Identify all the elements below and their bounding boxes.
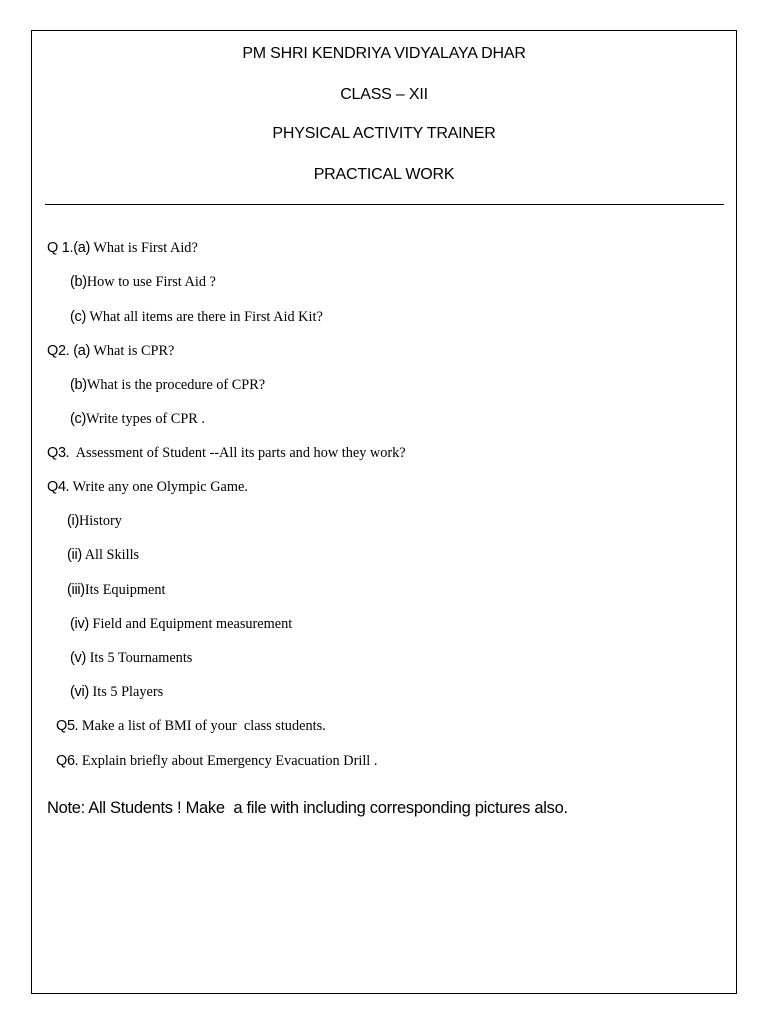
- school-name: PM SHRI KENDRIYA VIDYALAYA DHAR: [242, 45, 526, 62]
- question-text: How to use First Aid ?: [86, 274, 216, 290]
- question-item: [70, 649, 192, 667]
- question-text: What all items are there in First Aid Kit?: [86, 309, 323, 325]
- question-text: What is First Aid?: [90, 240, 198, 256]
- header-divider: [45, 204, 724, 205]
- subject-heading: PHYSICAL ACTIVITY TRAINER: [272, 125, 496, 142]
- question-item: [67, 581, 165, 599]
- question-label: (c): [70, 411, 87, 427]
- question-text: What is the procedure of CPR?: [86, 377, 266, 393]
- question-item: [47, 478, 248, 496]
- question-item: [70, 273, 216, 291]
- question-item: [70, 615, 292, 633]
- question-text: Its 5 Players: [88, 684, 164, 700]
- question-item: [70, 683, 163, 701]
- question-item: [70, 376, 265, 394]
- question-label: Q6: [56, 753, 75, 769]
- question-item: [56, 717, 326, 735]
- question-label: (b): [70, 274, 87, 290]
- question-text: . Explain briefly about Emergency Evacuation Drill .: [74, 753, 378, 769]
- question-label: (v): [70, 650, 87, 666]
- question-label: (vi): [70, 684, 89, 700]
- document-title: PRACTICAL WORK: [313, 166, 455, 183]
- question-label: Q4: [47, 479, 66, 495]
- question-text: Its Equipment: [84, 582, 166, 598]
- question-label: (iii): [67, 582, 85, 598]
- question-label: (b): [70, 377, 87, 393]
- question-text: What is CPR?: [90, 343, 175, 359]
- question-item: [47, 239, 198, 257]
- question-label: Q2. (a): [47, 343, 91, 359]
- question-item: [56, 752, 377, 770]
- question-label: Q5: [56, 718, 75, 734]
- question-text: . Make a list of BMI of your class students.: [74, 718, 326, 734]
- note-text: Note: All Students ! Make a file with including corresponding pictures also.: [47, 799, 568, 817]
- question-item: [67, 512, 122, 530]
- question-text: History: [78, 513, 122, 529]
- question-label: Q3: [47, 445, 66, 461]
- question-label: (c): [70, 309, 87, 325]
- question-text: . Write any one Olympic Game.: [65, 479, 248, 495]
- question-text: Field and Equipment measurement: [88, 616, 293, 632]
- question-item: [47, 342, 174, 360]
- question-item: [70, 308, 323, 326]
- question-item: [47, 444, 406, 462]
- question-item: [70, 410, 205, 428]
- question-text: Its 5 Tournaments: [86, 650, 193, 666]
- class-heading: CLASS – XII: [340, 86, 428, 103]
- question-text: All Skills: [81, 547, 140, 563]
- question-text: Write types of CPR .: [86, 411, 205, 427]
- question-text: . Assessment of Student --All its parts and how they work?: [65, 445, 406, 461]
- question-label: Q 1.(a): [47, 240, 91, 256]
- question-label: (iv): [70, 616, 89, 632]
- question-item: [67, 546, 139, 564]
- question-label: (i): [67, 513, 79, 529]
- question-label: (ii): [67, 547, 82, 563]
